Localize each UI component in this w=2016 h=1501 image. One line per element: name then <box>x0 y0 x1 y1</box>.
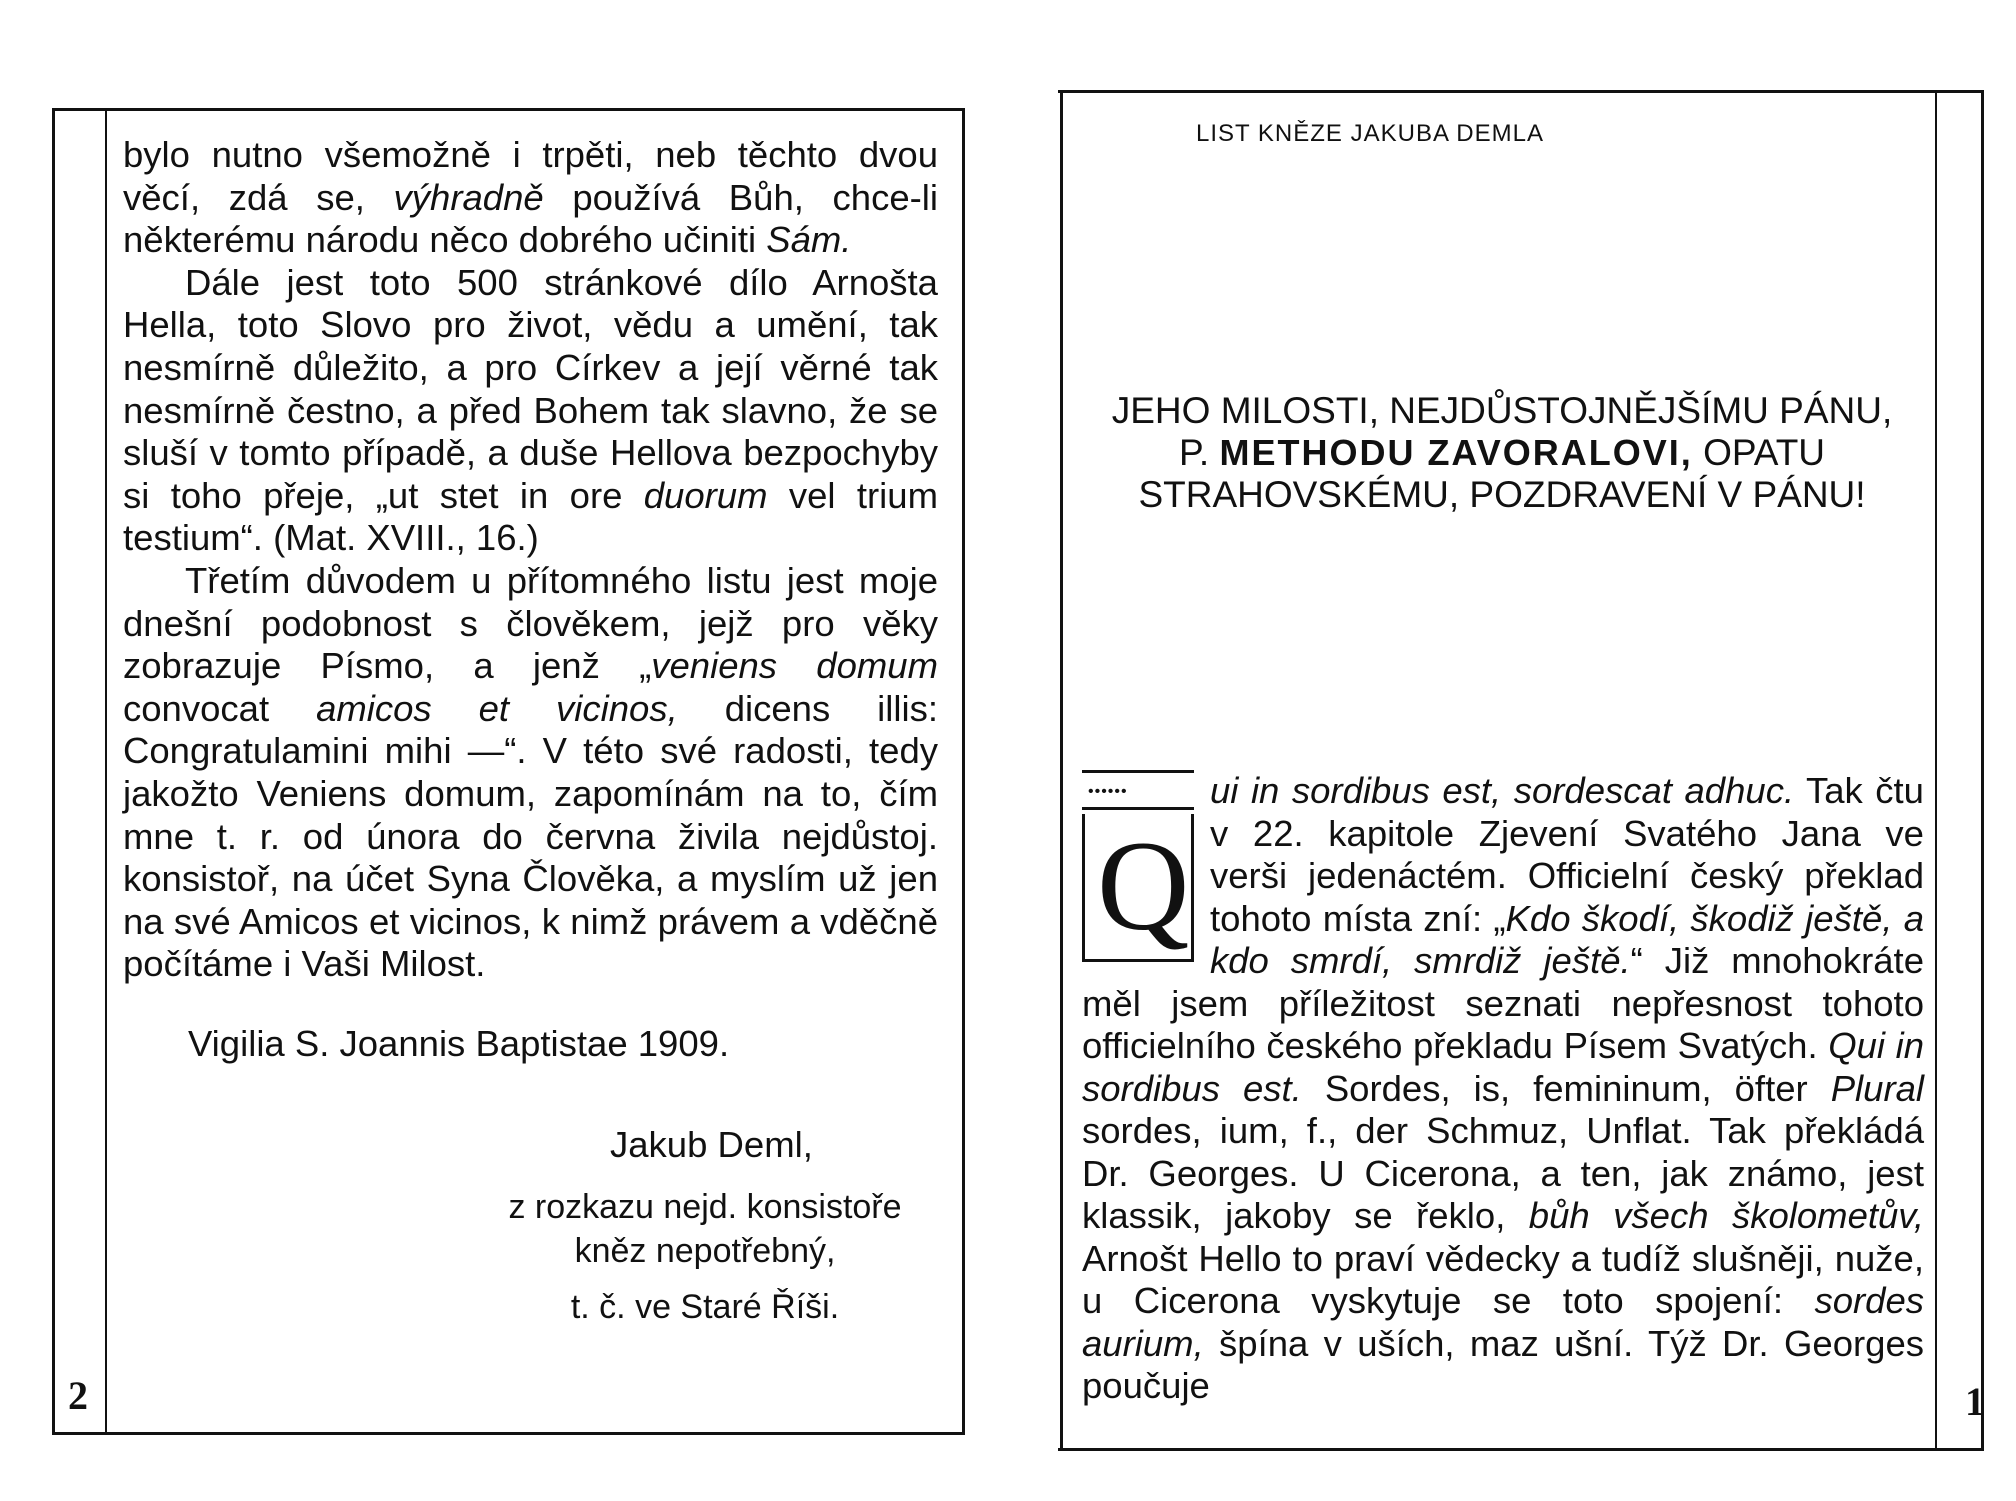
page-number-right: 1 <box>1965 1379 1985 1424</box>
addressee-name: METHODU ZAVORALOVI, <box>1219 432 1693 473</box>
right-page-top-border <box>1058 90 1984 93</box>
italic-text: sordes aurium, <box>1082 1280 1924 1364</box>
italic-text: Sám. <box>766 219 852 261</box>
text-run: vel trium testium“. (Mat. XVIII., 16.) <box>123 474 938 559</box>
right-page-bottom-border <box>1058 1448 1984 1451</box>
signature-name: Jakub Deml, <box>610 1124 813 1165</box>
right-page-outer-border <box>1981 90 1984 1451</box>
right-page-body-text <box>1082 770 1924 1408</box>
text-run: convocat <box>123 687 317 729</box>
signature-role-line: kněz nepotřebný, <box>574 1232 836 1270</box>
italic-text: bůh všech školometův, <box>1528 1195 1924 1236</box>
address-line <box>1078 432 1926 474</box>
italic-text: ui in sordibus est, sordescat adhuc. <box>1210 770 1795 811</box>
text-run: Tak čtu v 22. kapitole Zjevení Svatého Jana ve verši jedenáctém. Officielní český překlad tohoto místa zní: „ <box>1210 770 1924 939</box>
text-run: “ Již mnohokráte měl jsem příležitost seznati nepřesnost tohoto officielního českého překladu Písem Svatých. <box>1082 940 1924 1066</box>
drop-cap-ornament <box>1082 770 1194 968</box>
running-head: LIST KNĚZE JAKUBA DEMLA <box>1196 120 1544 147</box>
text-run: používá Bůh, chce-li některému národu něco dobrého učiniti <box>123 176 938 261</box>
address-line: STRAHOVSKÉMU, POZDRAVENÍ V PÁNU! <box>1138 474 1866 515</box>
text-run: Arnošt Hello to praví vědecky a tudíž slušněji, nuže, u Cicerona vyskytuje se toto spojení: <box>1082 1237 1924 1321</box>
left-page-margin-rule <box>105 108 107 1435</box>
italic-text: Plural <box>1830 1067 1925 1109</box>
italic-text: veniens domum <box>651 645 938 687</box>
right-page-left-border <box>1060 90 1063 1451</box>
date-line: Vigilia S. Joannis Baptistae 1909. <box>188 1023 730 1064</box>
signature-role-line: z rozkazu nejd. konsistoře <box>508 1188 902 1226</box>
drop-cap-frame <box>1082 814 1194 962</box>
text-run: špína v uších, maz ušní. Týž Dr. Georges poučuje <box>1082 1322 1924 1406</box>
text-run: Dále jest toto 500 stránkové dílo Arnošta Hella, toto Slovo pro život, vědu a umění, tak nesmírně důležito, a pro Církev a její věrné tak nesmírně čestno, a před Bohem tak slavno, že se sluší v tomto případě, a duše Hellova bezpochyby si toho přeje, „ut stet in ore <box>123 261 938 516</box>
page-number-left: 2 <box>68 1373 88 1418</box>
italic-text: výhradně <box>393 176 544 218</box>
text-run: Sordes, is, femininum, öfter <box>1301 1067 1831 1109</box>
left-page-bottom-border <box>52 1432 965 1435</box>
italic-text: amicos et vicinos, <box>316 687 678 729</box>
italic-text: Kdo škodí, škodiž ještě, a kdo smrdí, smrdiž ještě. <box>1210 897 1924 981</box>
address-suffix: OPATU <box>1703 432 1826 473</box>
address-line: JEHO MILOSTI, NEJDŮSTOJNĚJŠÍMU PÁNU, <box>1111 390 1893 431</box>
text-run: bylo nutno všemožně i trpěti, neb těchto dvou věcí, zdá se, <box>123 134 938 218</box>
left-page-paragraph <box>123 134 938 262</box>
signature-place: t. č. ve Staré Říši. <box>570 1288 840 1326</box>
italic-text: Qui in sordibus est. <box>1082 1025 1924 1109</box>
italic-text: duorum <box>643 474 768 516</box>
left-page-paragraph <box>123 560 938 986</box>
left-page-top-border <box>52 108 965 111</box>
text-run: dicens illis: Congratulamini mihi —“. V této své radosti, tedy jakožto Veniens domum, zapomínám na to, čím mne t. r. od února do června živila nejdůstoj. konsistoř, na účet Syna Člověka, a myslím už jen na své Amicos et vicinos, k nimž právem a vděčně počítáme i Vaši Milost. <box>123 687 939 985</box>
drop-cap-letter: Q <box>1097 815 1190 957</box>
drop-cap-dot-band <box>1082 770 1194 810</box>
address-heading <box>1078 390 1926 516</box>
drop-cap-dots: •••••• <box>1088 783 1128 800</box>
address-prefix: P. <box>1178 432 1210 473</box>
signature-block <box>440 1185 970 1329</box>
right-page-paragraph <box>1082 770 1924 1408</box>
text-run: sordes, ium, f., der Schmuz, Unflat. Tak překládá Dr. Georges. U Cicerona, a ten, jak známo, jest klassik, jakoby se řeklo, <box>1082 1110 1924 1236</box>
left-page-paragraph <box>123 262 938 560</box>
left-page-body-text <box>123 134 938 986</box>
text-run: Třetím důvodem u přítomného listu jest moje dnešní podobnost s člověkem, jejž pro věky zobrazuje Písmo, a jenž „ <box>123 559 938 687</box>
left-page-outer-border <box>52 108 55 1435</box>
right-page-margin-rule <box>1935 90 1937 1451</box>
